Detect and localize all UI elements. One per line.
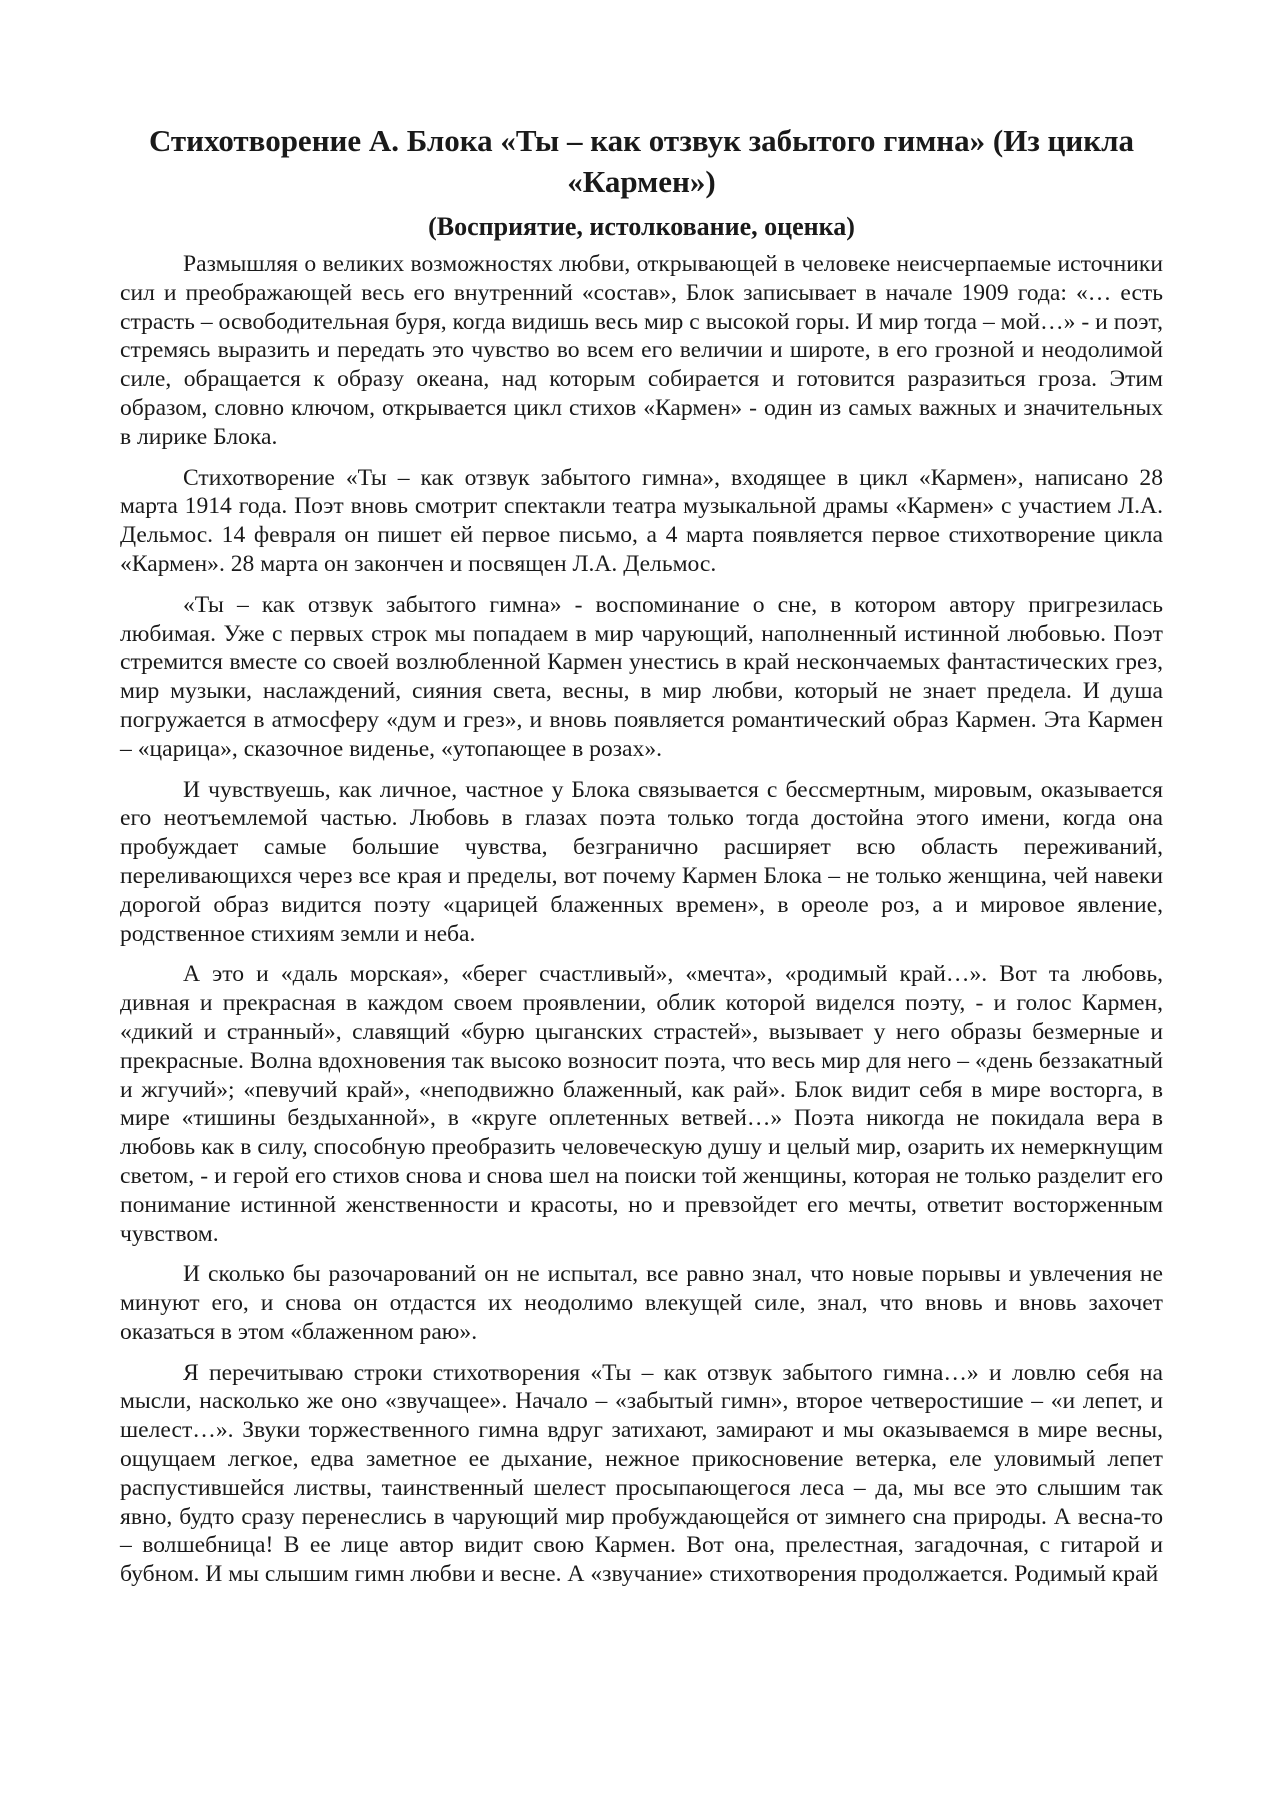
paragraph-3: «Ты – как отзвук забытого гимна» - воспоминание о сне, в котором автору пригрезилась любимая. Уже с первых строк мы попадаем в мир чарующий, наполненный истинной любовью. Поэт стремится вместе со своей возлюбленной Кармен унестись в край нескончаемых фантастических грез, мир музыки, наслаждений, сияния света, весны, в мир любви, который не знает предела. И душа погружается в атмосферу «дум и грез», и вновь появляется романтический образ Кармен. Эта Кармен – «царица», сказочное виденье, «утопающее в розах». [120,591,1163,762]
paragraph-7: Я перечитываю строки стихотворения «Ты – как отзвук забытого гимна…» и ловлю себя на мысли, насколько же оно «звучащее». Начало – «забытый гимн», второе четверостишие – «и лепет, и шелест…». Звуки торжественного гимна вдруг затихают, замирают и мы оказываемся в мире весны, ощущаем легкое, едва заметное ее дыхание, нежное прикосновение ветерка, еле уловимый лепет распустившейся листвы, таинственный шелест просыпающегося леса – да, мы все это слышим так явно, будто сразу перенеслись в чарующий мир пробуждающейся от зимнего сна природы. А весна-то – волшебница! В ее лице автор видит свою Кармен. Вот она, прелестная, загадочная, с гитарой и бубном. И мы слышим гимн любви и весне. А «звучание» стихотворения продолжается. Родимый край [120,1359,1163,1588]
paragraph-5: А это и «даль морская», «берег счастливый», «мечта», «родимый край…». Вот та любовь, дивная и прекрасная в каждом своем проявлении, облик которой виделся поэту, - и голос Кармен, «дикий и странный», славящий «бурю цыганских страстей», вызывает у него образы безмерные и прекрасные. Волна вдохновения так высоко возносит поэта, что весь мир для него – «день беззакатный и жгучий»; «певучий край», «неподвижно блаженный, как рай». Блок видит себя в мире восторга, в мире «тишины бездыханной», в «круге оплетенных ветвей…» Поэта никогда не покидала вера в любовь как в силу, способную преобразить человеческую душу и целый мир, озарить их немеркнущим светом, - и герой его стихов снова и снова шел на поиски той женщины, которая не только разделит его понимание истинной женственности и красоты, но и превзойдет его мечты, ответит восторженным чувством. [120,961,1163,1247]
paragraph-2: Стихотворение «Ты – как отзвук забытого гимна», входящее в цикл «Кармен», написано 28 марта 1914 года. Поэт вновь смотрит спектакли театра музыкальной драмы «Кармен» с участием Л.А. Дельмос. 14 февраля он пишет ей первое письмо, а 4 марта появляется первое стихотворение цикла «Кармен». 28 марта он закончен и посвящен Л.А. Дельмос. [120,464,1163,577]
paragraph-6: И сколько бы разочарований он не испытал, все равно знал, что новые порывы и увлечения не минуют его, и снова он отдастся их неодолимо влекущей силе, знал, что вновь и вновь захочет оказаться в этом «блаженном раю». [120,1261,1163,1345]
paragraph-4: И чувствуешь, как личное, частное у Блока связывается с бессмертным, мировым, оказывается его неотъемлемой частью. Любовь в глазах поэта только тогда достойна этого имени, когда она пробуждает самые большие чувства, безгранично расширяет всю область переживаний, переливающихся через все края и пределы, вот почему Кармен Блока – не только женщина, чей навеки дорогой образ видится поэту «царицей блаженных времен», в ореоле роз, а и мировое явление, родственное стихиям земли и неба. [120,776,1163,947]
document-title: Стихотворение А. Блока «Ты – как отзвук забытого гимна» (Из цикла «Кармен») [148,123,1135,199]
document-subtitle: (Восприятие, истолкование, оценка) [428,212,855,241]
paragraph-1: Размышляя о великих возможностях любви, открывающей в человеке неисчерпаемые источники сил и преображающей весь его внутренний «состав», Блок записывает в начале 1909 года: «… есть страсть – освободительная буря, когда видишь весь мир с высокой горы. И мир тогда – мой…» - и поэт, стремясь выразить и передать это чувство во всем его величии и широте, в его грозной и неодолимой силе, обращается к образу океана, над которым собирается и готовится разразиться гроза. Этим образом, словно ключом, открывается цикл стихов «Кармен» - один из самых важных и значительных в лирике Блока. [120,251,1163,450]
